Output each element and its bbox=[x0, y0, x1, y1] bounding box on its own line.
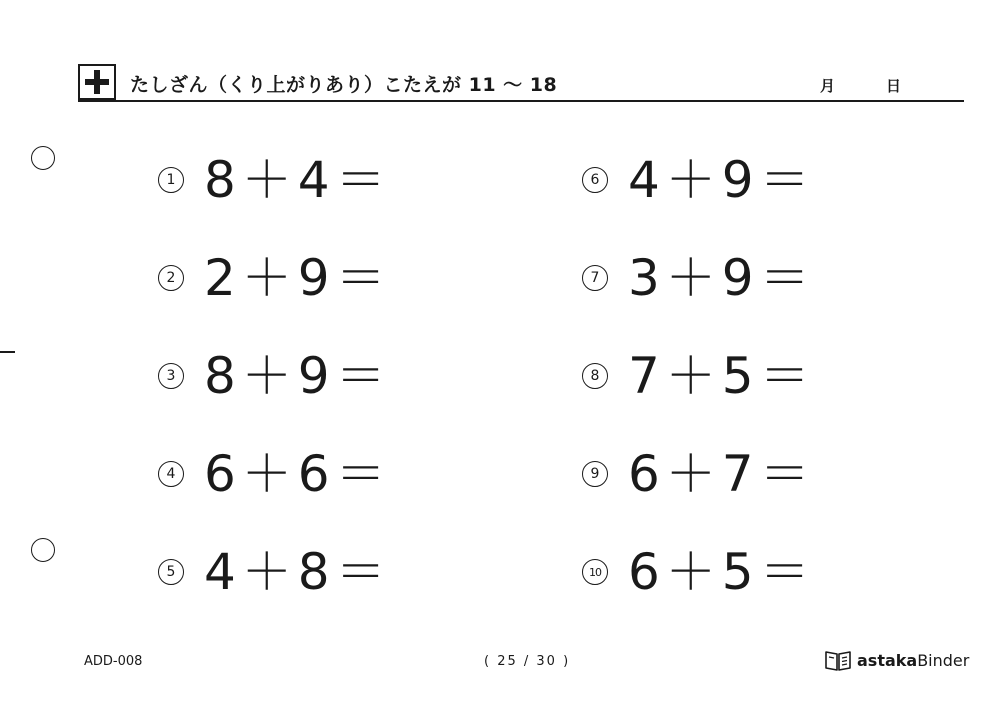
problem-number: 3 bbox=[158, 363, 184, 389]
problem-7 bbox=[582, 248, 816, 308]
brand-name-regular: Binder bbox=[917, 650, 970, 670]
punch-hole-bottom bbox=[31, 538, 55, 562]
problem-number: 8 bbox=[582, 363, 608, 389]
brand-name bbox=[857, 651, 969, 670]
problem-5 bbox=[158, 542, 392, 602]
problem-6 bbox=[582, 150, 816, 210]
plus-icon-box bbox=[78, 64, 116, 100]
problem-number: 1 bbox=[158, 167, 184, 193]
problem-expression: 6＋5＝ bbox=[628, 543, 816, 601]
open-book-icon bbox=[825, 649, 851, 671]
problem-number: 5 bbox=[158, 559, 184, 585]
problem-10 bbox=[582, 542, 816, 602]
brand-logo bbox=[825, 649, 969, 671]
problem-expression: 2＋9＝ bbox=[204, 249, 392, 307]
problem-expression: 8＋4＝ bbox=[204, 151, 392, 209]
worksheet-code: ADD-008 bbox=[84, 654, 143, 669]
problem-2 bbox=[158, 248, 392, 308]
problem-number: 7 bbox=[582, 265, 608, 291]
day-label: 日 bbox=[886, 77, 902, 95]
problem-number: 4 bbox=[158, 461, 184, 487]
problem-number: 9 bbox=[582, 461, 608, 487]
worksheet-title: たしざん（くり上がりあり）こたえが 11 〜 18 bbox=[130, 74, 558, 96]
problem-expression: 6＋6＝ bbox=[204, 445, 392, 503]
problem-expression: 3＋9＝ bbox=[628, 249, 816, 307]
problem-number: 2 bbox=[158, 265, 184, 291]
problem-3 bbox=[158, 346, 392, 406]
problem-expression: 6＋7＝ bbox=[628, 445, 816, 503]
problem-8 bbox=[582, 346, 816, 406]
problem-expression: 7＋5＝ bbox=[628, 347, 816, 405]
problem-9 bbox=[582, 444, 816, 504]
center-fold-mark bbox=[0, 351, 15, 353]
problem-expression: 4＋9＝ bbox=[628, 151, 816, 209]
page-indicator: ( 25 / 30 ) bbox=[484, 654, 571, 669]
problem-number: 10 bbox=[582, 559, 608, 585]
problem-expression: 8＋9＝ bbox=[204, 347, 392, 405]
problem-4 bbox=[158, 444, 392, 504]
header-underline bbox=[78, 100, 964, 102]
month-label: 月 bbox=[820, 77, 836, 95]
problem-expression: 4＋8＝ bbox=[204, 543, 392, 601]
brand-name-bold: astaka bbox=[857, 650, 918, 670]
problem-number: 6 bbox=[582, 167, 608, 193]
plus-icon bbox=[80, 66, 114, 98]
problem-1 bbox=[158, 150, 392, 210]
punch-hole-top bbox=[31, 146, 55, 170]
